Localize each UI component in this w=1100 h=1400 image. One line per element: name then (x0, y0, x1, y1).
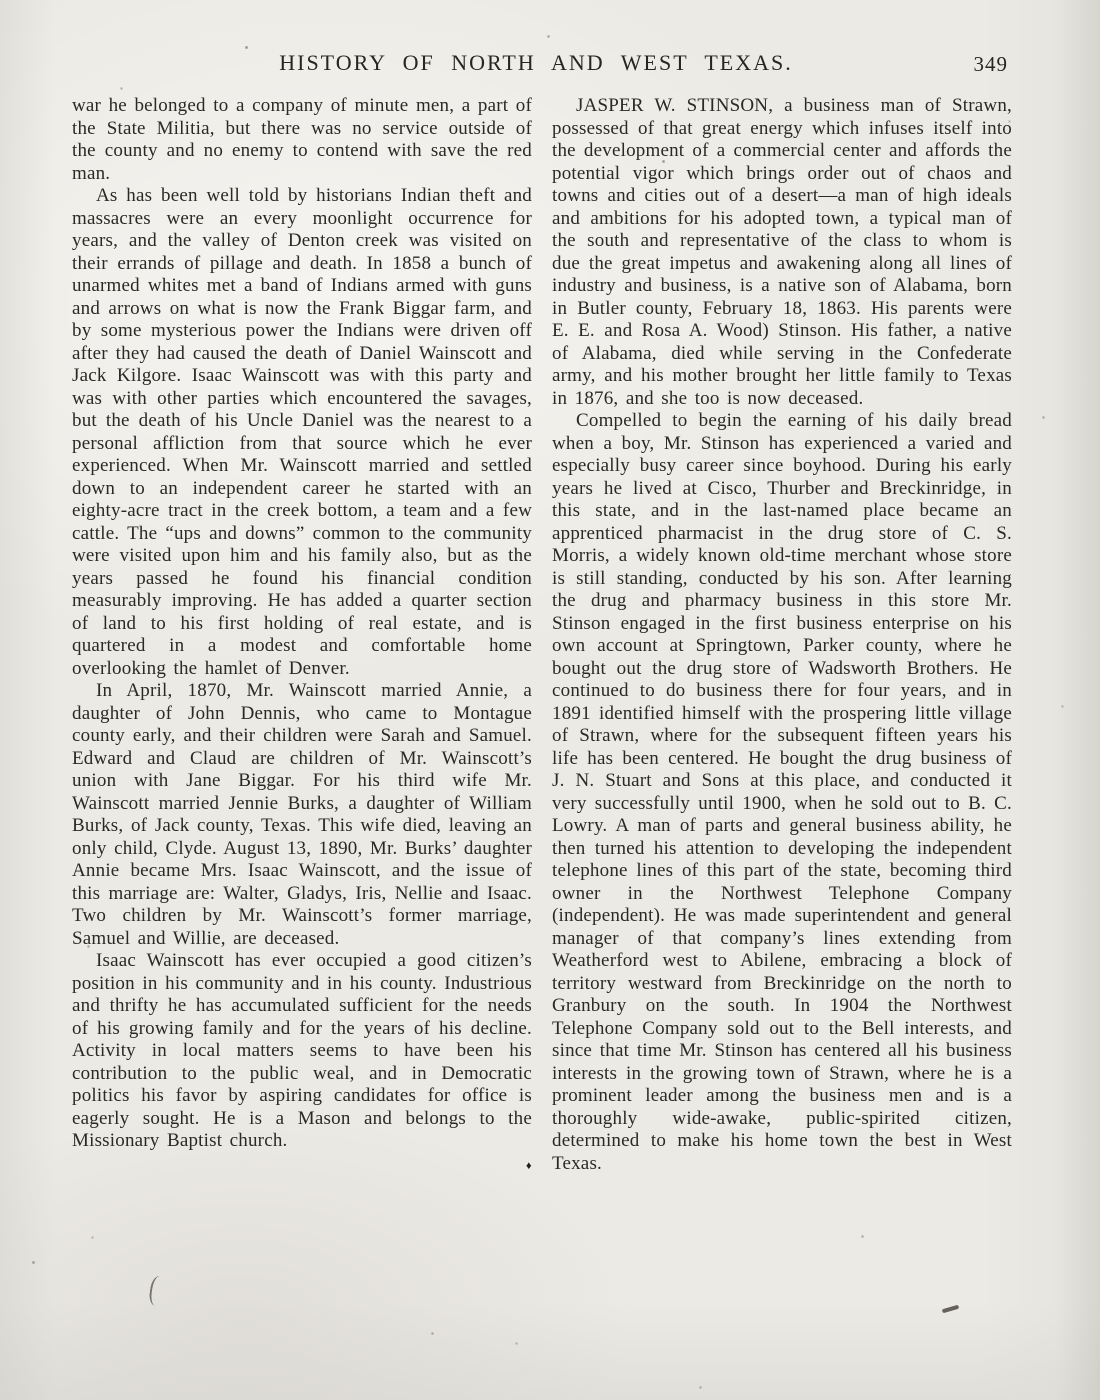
ink-blot-artifact: ♦ (526, 1160, 532, 1172)
paragraph-continuation: war he belonged to a company of minute men, a part of the State Militia, but there was no service outside of the county and no enemy to contend with save the red man. (72, 95, 532, 184)
left-column (72, 95, 532, 1175)
paragraph: In April, 1870, Mr. Wainscott married Annie, a daughter of John Dennis, who came to Montague county early, and their children were Sarah and Samuel. Edward and Claud are children of Mr. Wainscott’s union with Jane Biggar. For his third wife Mr. Wainscott married Jennie Burks, a daughter of William Burks, of Jack county, Texas. This wife died, leaving an only child, Clyde. August 13, 1890, Mr. Burks’ daughter Annie became Mrs. Isaac Wainscott, and the issue of this marriage are: Walter, Gladys, Iris, Nellie and Isaac. Two children by Mr. Wainscott’s former marriage, Samuel and Willie, are deceased. (72, 680, 532, 949)
two-column-text-block (72, 95, 1012, 1175)
page-header (0, 50, 1100, 80)
paper-speckles (0, 0, 1, 1)
running-title: HISTORY OF NORTH AND WEST TEXAS. (279, 50, 793, 75)
pen-stroke-artifact (148, 1275, 168, 1307)
paragraph: Isaac Wainscott has ever occupied a good citizen’s position in his community and in his county. Industrious and thrifty he has accumulated sufficient for the needs of his growing family and for the years of his decline. Activity in local matters seems to have been his contribution to the public weal, and in Democratic politics his favor by aspiring candidates for office is eagerly sought. He is a Mason and belongs to the Missionary Baptist church. (72, 950, 532, 1151)
page-number: 349 (973, 52, 1008, 76)
paragraph-article-start: JASPER W. STINSON, a business man of Strawn, possessed of that great energy which infuses itself into the development of a commercial center and affords the potential vigor which brings order out of chaos and towns and cities out of a desert—a man of high ideals and ambitions for his adopted town, a typical man of the south and representative of the class to whom is due the great impetus and awakening along all lines of industry and business, is a native son of Alabama, born in Butler county, February 18, 1863. His parents were E. E. and Rosa A. Wood) Stinson. His father, a native of Alabama, died while serving in the Confederate army, and his mother brought her little family to Texas in 1876, and she too is now deceased. (552, 95, 1012, 409)
paragraph: As has been well told by historians Indian theft and massacres were an every moonlight occurrence for years, and the valley of Denton creek was visited on their errands of pillage and death. In 1858 a bunch of unarmed whites met a band of Indians armed with guns and arrows on what is now the Frank Biggar farm, and by some mysterious power the Indians were driven off after they had caused the death of Daniel Wainscott and Jack Kilgore. Isaac Wainscott was with this party and was with other parties which encountered the savages, but the death of his Uncle Daniel was the nearest to a personal affliction from that source which he ever experienced. When Mr. Wainscott married and settled down to an independent career he started with an eighty-acre tract in the creek bottom, a team and a few cattle. The “ups and downs” common to the community were visited upon him and his family also, but as the years passed he found his financial condition measurably improving. He has added a quarter section of land to his first holding of real estate, and is quartered in a modest and comfortable home overlooking the hamlet of Denver. (72, 185, 532, 679)
right-column (552, 95, 1012, 1175)
paragraph: Compelled to begin the earning of his daily bread when a boy, Mr. Stinson has experienced a varied and especially busy career since boyhood. During his early years he lived at Cisco, Thurber and Breckinridge, in this state, and in the last-named place became an apprenticed pharmacist in the drug store of C. S. Morris, a widely known old-time merchant whose store is still standing, conducted by his son. After learning the drug and pharmacy business in this store Mr. Stinson engaged in the first business enterprise on his own account at Springtown, Parker county, where he bought out the drug store of Wadsworth Brothers. He continued to do business there for four years, and in 1891 identified himself with the prospering little village of Strawn, where for the subsequent fifteen years his life has been centered. He bought the drug business of J. N. Stuart and Sons at this place, and conducted it very successfully until 1900, when he sold out to B. C. Lowry. A man of parts and general business ability, he then turned his attention to developing the independent telephone lines of this part of the state, becoming third owner in the Northwest Telephone Company (independent). He was made superintendent and general manager of that company’s lines extending from Weatherford west to Abilene, embracing a block of territory westward from Breckinridge on the north to Granbury on the south. In 1904 the Northwest Telephone Company sold out to the Bell interests, and since that time Mr. Stinson has centered all his business interests in the growing town of Strawn, where he is a prominent leader among the business men and is a thoroughly wide-awake, public-spirited citizen, determined to make his home town the best in West Texas. (552, 410, 1012, 1174)
smudge-artifact (942, 1305, 959, 1314)
